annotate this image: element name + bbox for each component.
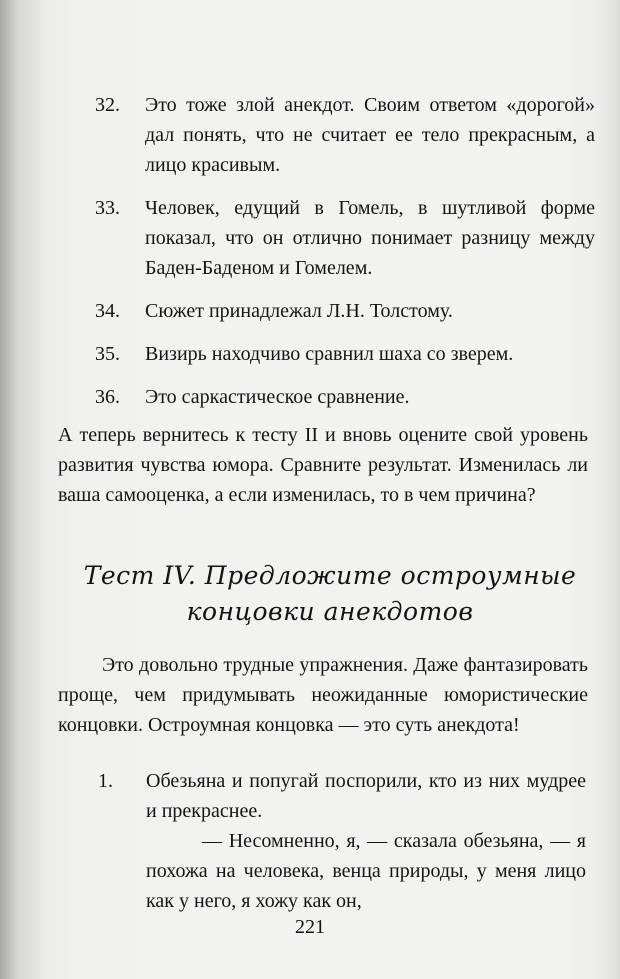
- answers-list: [95, 90, 595, 425]
- exercise-number: 1.: [98, 770, 113, 792]
- intro-paragraph: Это довольно трудные упражнения. Даже фантазировать проще, чем придумывать неожиданные юмористические концовки. Остроумная концовка — это суть анекдота!: [58, 654, 588, 736]
- answer-item: [95, 296, 595, 326]
- exercise-continuation: [146, 826, 586, 916]
- answer-number: 32.: [95, 94, 120, 116]
- section-heading: [60, 558, 600, 630]
- heading-line-1: Тест IV. Предложите остроумные: [83, 561, 577, 590]
- answer-number: 34.: [95, 300, 120, 322]
- reflection-paragraph: А теперь вернитесь к тесту II и вновь оцените свой уровень развития чувства юмора. Сравните результат. Изменилась ли ваша самооценка, а если изменилась, то в чем причина?: [58, 424, 588, 506]
- answer-item: [95, 339, 595, 369]
- answer-text: Сюжет принадлежал Л.Н. Толстому.: [145, 300, 453, 322]
- answer-item: [95, 90, 595, 180]
- show-through: [75, 78, 79, 108]
- answer-item: [95, 193, 595, 283]
- answer-text: Это саркастическое сравнение.: [145, 386, 410, 408]
- exercise-item: [98, 766, 586, 916]
- answer-number: 33.: [95, 197, 120, 219]
- answer-text: Человек, едущий в Гомель, в шутливой форме показал, что он отлично понимает разницу между Баден-Баденом и Гомелем.: [145, 197, 595, 279]
- exercise-continuation-text: — Несомненно, я, — сказала обезьяна, — я похожа на человека, венца природы, у меня лицо как у него, я хожу как он,: [146, 830, 586, 912]
- heading-line-2: концовки анекдотов: [186, 597, 474, 626]
- answer-number: 36.: [95, 386, 120, 408]
- answer-number: 35.: [95, 343, 120, 365]
- answer-text: Визирь находчиво сравнил шаха со зверем.: [145, 343, 514, 365]
- answer-item: [95, 382, 595, 412]
- page-number: 221: [295, 916, 325, 938]
- exercise-text: Обезьяна и попугай поспорили, кто из них мудрее и прекраснее.: [146, 770, 586, 822]
- answer-text: Это тоже злой анекдот. Своим ответом «дорогой» дал понять, что не считает ее тело прекрасным, а лицо красивым.: [145, 94, 595, 176]
